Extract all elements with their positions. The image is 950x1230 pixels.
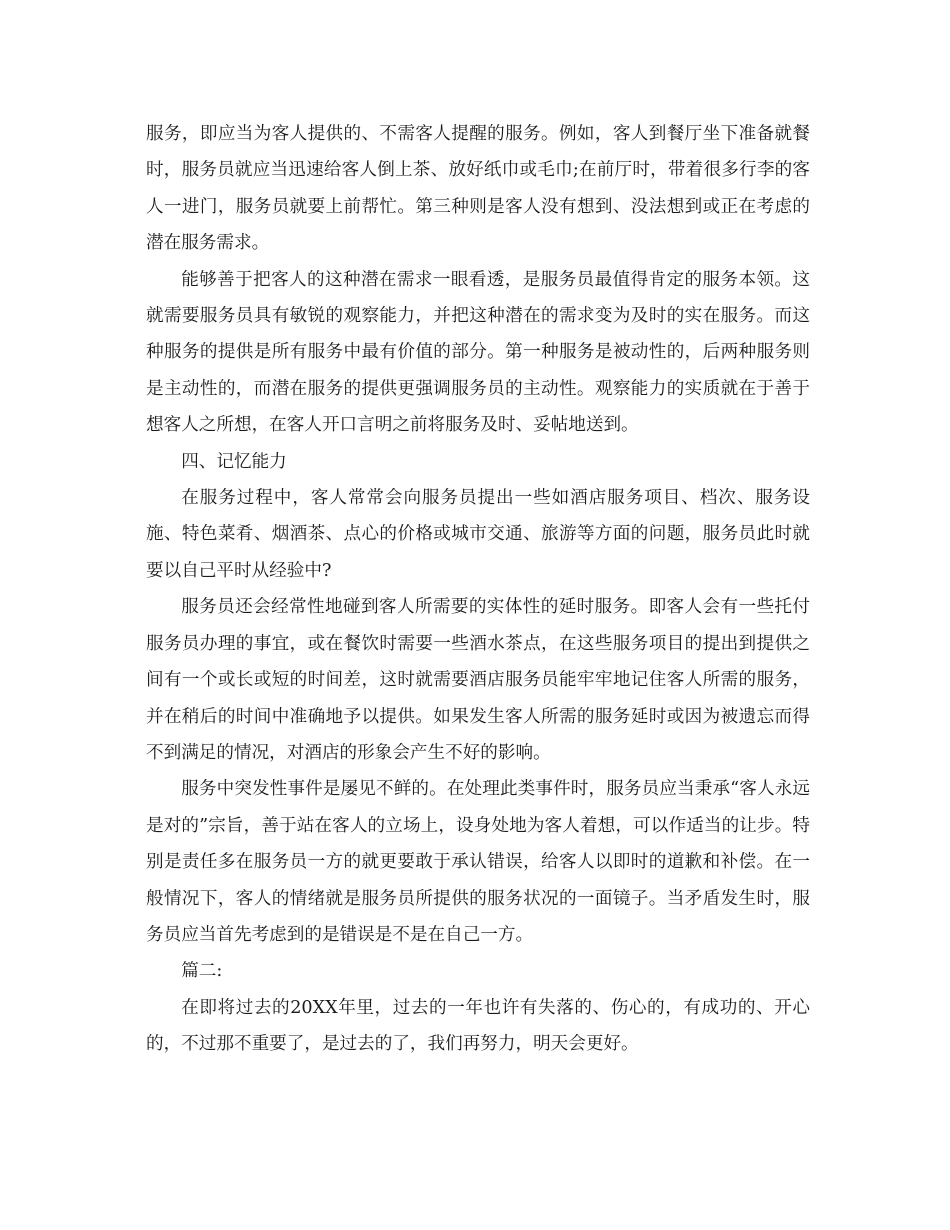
section-heading: 篇二: <box>181 961 223 982</box>
paragraph: 服务中突发性事件是屡见不鲜的。在处理此类事件时，服务员应当秉承“客人永远是对的”宗旨，善于站在客人的立场上，设身处地为客人着想，可以作适当的让步。特别是责任多在服务员一方的就更要敢于承认错误，给客人以即时的道歉和补偿。在一般情况下，客人的情绪就是服务员所提供的服务状况的一面镜子。当矛盾发生时，服务员应当首先考虑到的是错误是不是在自己一方。 <box>146 779 810 945</box>
paragraph: 服务，即应当为客人提供的、不需客人提醒的服务。例如，客人到餐厅坐下准备就餐时，服务员就应当迅速给客人倒上茶、放好纸巾或毛巾;在前厅时，带着很多行李的客人一进门，服务员就要上前帮忙。第三种则是客人没有想到、没法想到或正在考虑的潜在服务需求。 <box>146 124 810 254</box>
paragraph: 能够善于把客人的这种潜在需求一眼看透，是服务员最值得肯定的服务本领。这就需要服务员具有敏锐的观察能力，并把这种潜在的需求变为及时的实在服务。而这种服务的提供是所有服务中最有价值的部分。第一种服务是被动性的，后两种服务则是主动性的，而潜在服务的提供更强调服务员的主动性。观察能力的实质就在于善于想客人之所想，在客人开口言明之前将服务及时、妥帖地送到。 <box>146 269 810 436</box>
section-heading: 四、记忆能力 <box>181 451 287 472</box>
paragraph: 服务员还会经常性地碰到客人所需要的实体性的延时服务。即客人会有一些托付服务员办理的事宜，或在餐饮时需要一些酒水茶点，在这些服务项目的提出到提供之间有一个或长或短的时间差，这时就需要酒店服务员能牢牢地记住客人所需的服务，并在稍后的时间中准确地予以提供。如果发生客人所需的服务延时或因为被遗忘而得不到满足的情况，对酒店的形象会产生不好的影响。 <box>146 597 810 763</box>
document-body <box>146 116 810 1063</box>
paragraph: 在服务过程中，客人常常会向服务员提出一些如酒店服务项目、档次、服务设施、特色菜肴、烟酒茶、点心的价格或城市交通、旅游等方面的问题，服务员此时就要以自己平时从经验中? <box>146 488 810 581</box>
paragraph: 在即将过去的20XX年里，过去的一年也许有失落的、伤心的，有成功的、开心的，不过那不重要了，是过去的了，我们再努力，明天会更好。 <box>146 997 810 1055</box>
